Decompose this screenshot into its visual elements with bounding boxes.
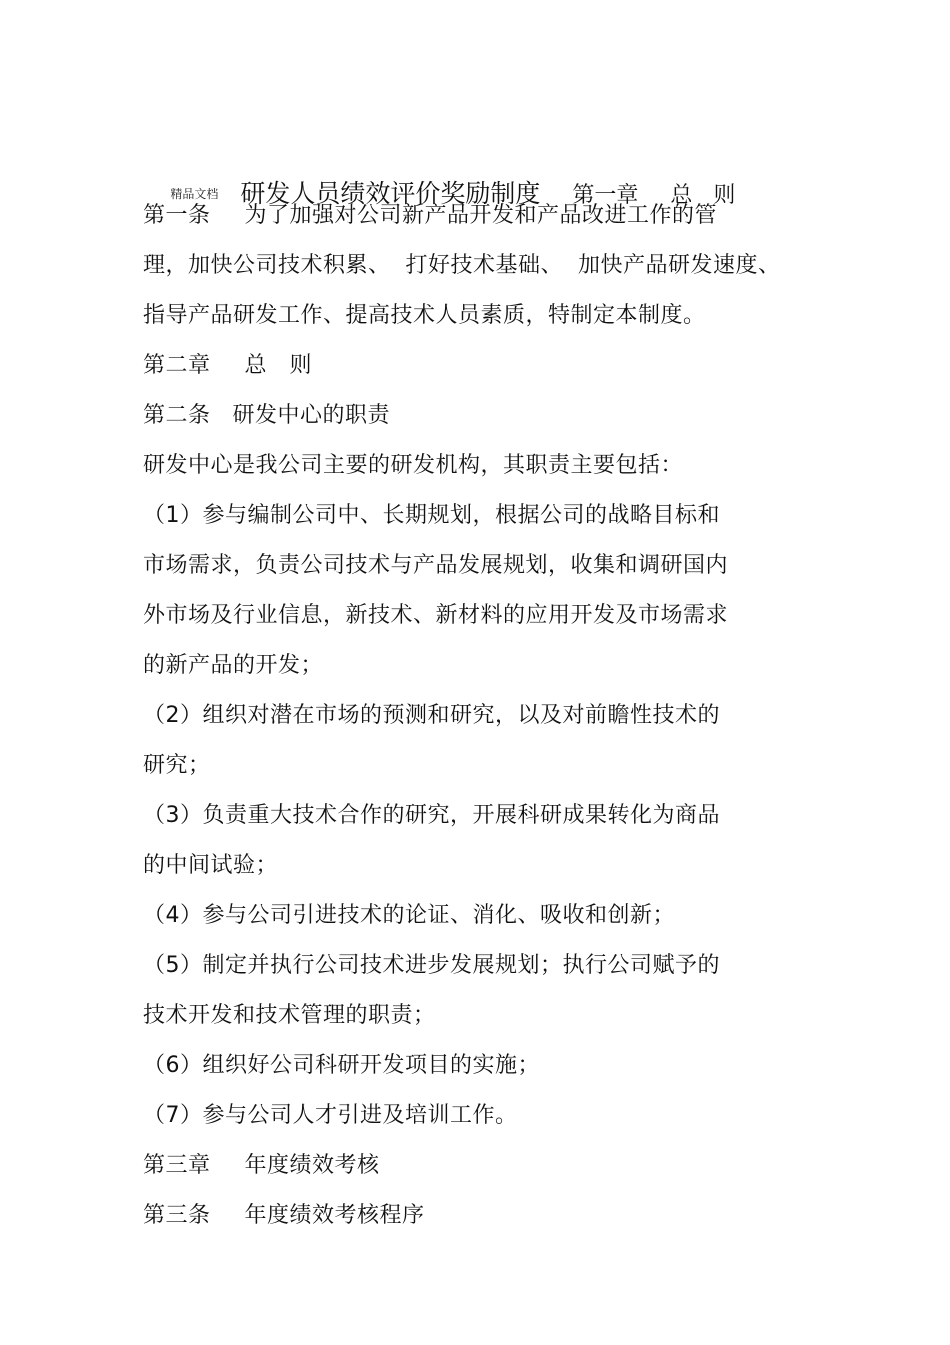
article-label: 第一条 <box>143 203 211 228</box>
paragraph-line: 的中间试验； <box>143 853 279 878</box>
paragraph-line: 市场需求，负责公司技术与产品发展规划，收集和调研国内 <box>143 553 729 578</box>
paragraph-line: 研发中心是我公司主要的研发机构，其职责主要包括： <box>143 453 684 478</box>
article-title: 研发中心的职责 <box>232 403 391 428</box>
list-item-1: （1）参与编制公司中、长期规划，根据公司的战略目标和 <box>143 503 720 528</box>
chapter-1-name: 总 则 <box>670 183 736 208</box>
chapter-label: 第二章 <box>143 353 211 378</box>
article-3-heading <box>143 1201 425 1231</box>
list-item-3: （3）负责重大技术合作的研究，开展科研成果转化为商品 <box>143 803 720 828</box>
paragraph-line: 指导产品研发工作、提高技术人员素质，特制定本制度。 <box>143 303 706 328</box>
chapter-name: 总 则 <box>244 353 312 378</box>
chapter-label: 第三章 <box>143 1153 211 1178</box>
list-item-2: （2）组织对潜在市场的预测和研究，以及对前瞻性技术的 <box>143 703 720 728</box>
paragraph-line: 技术开发和技术管理的职责； <box>143 1003 436 1028</box>
chapter-2-heading <box>143 351 312 381</box>
document-title: 研发人员绩效评价奖励制度 <box>240 179 541 208</box>
chapter-1-label: 第一章 <box>572 183 639 208</box>
article-2-heading <box>143 401 390 431</box>
paragraph-line: 理，加快公司技术积累、 打好技术基础、 加快产品研发速度、 <box>143 253 781 278</box>
paragraph-line: 外市场及行业信息，新技术、新材料的应用开发及市场需求 <box>143 603 729 628</box>
article-title: 年度绩效考核程序 <box>244 1203 425 1228</box>
chapter-3-heading <box>143 1151 380 1181</box>
article-label: 第三条 <box>143 1203 211 1228</box>
list-item-4: （4）参与公司引进技术的论证、消化、吸收和创新； <box>143 903 675 928</box>
paragraph-line: 研究； <box>143 753 211 778</box>
paragraph-line: 的新产品的开发； <box>143 653 324 678</box>
article-label: 第二条 <box>143 403 211 428</box>
list-item-5: （5）制定并执行公司技术进步发展规划；执行公司赋予的 <box>143 953 720 978</box>
line-text: 为了加强对公司新产品开发和产品改进工作的管 <box>244 203 718 228</box>
chapter-name: 年度绩效考核 <box>244 1153 380 1178</box>
watermark-label: 精品文档 <box>170 187 219 201</box>
list-item-7: （7）参与公司人才引进及培训工作。 <box>143 1103 518 1128</box>
list-item-6: （6）组织好公司科研开发项目的实施； <box>143 1053 540 1078</box>
article-1-line-1 <box>143 201 717 231</box>
